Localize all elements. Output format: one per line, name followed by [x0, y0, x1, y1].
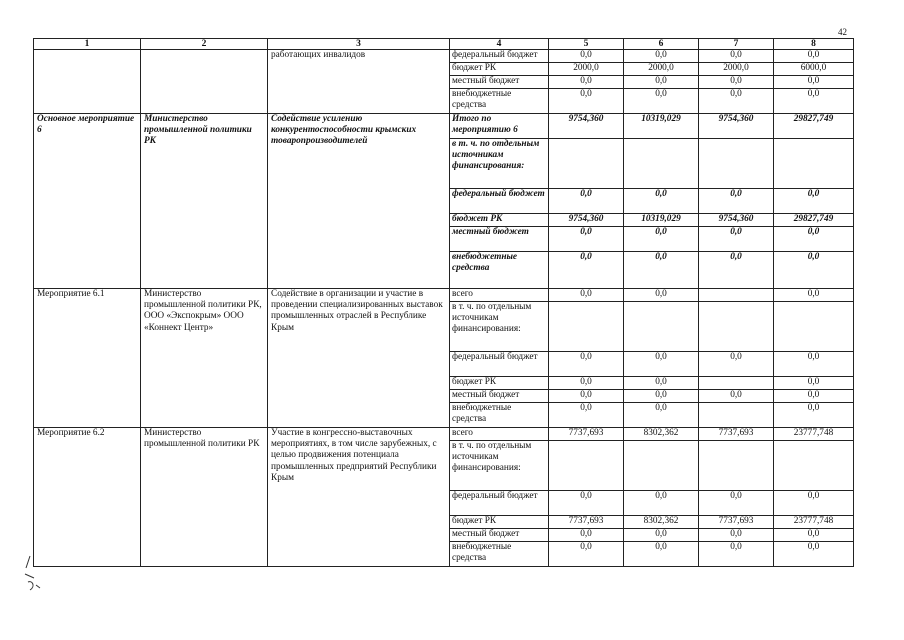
value-cell [624, 302, 699, 352]
value-cell: 0,0 [549, 76, 624, 89]
value-cell: 0,0 [774, 89, 854, 114]
description-cell: Содействие в организации и участие в проведении специализированных выставок промышленных отраслей в Республике Крым [268, 289, 450, 428]
value-cell: 0,0 [774, 390, 854, 403]
pen-scribble [22, 552, 52, 592]
value-cell: 0,0 [774, 542, 854, 567]
value-cell: 0,0 [549, 491, 624, 516]
value-cell [699, 139, 774, 189]
funding-source-cell: местный бюджет [450, 529, 549, 542]
value-cell: 29827,749 [774, 214, 854, 227]
executor-cell: Министерство промышленной политики РК [141, 428, 268, 567]
value-cell: 0,0 [774, 491, 854, 516]
value-cell: 0,0 [774, 289, 854, 302]
value-cell [774, 139, 854, 189]
value-cell: 0,0 [774, 403, 854, 428]
value-cell: 0,0 [624, 289, 699, 302]
event-cell: Мероприятие 6.2 [34, 428, 141, 567]
value-cell: 0,0 [624, 76, 699, 89]
value-cell: 0,0 [774, 377, 854, 390]
value-cell: 0,0 [624, 89, 699, 114]
value-cell [624, 139, 699, 189]
value-cell: 0,0 [549, 542, 624, 567]
funding-source-cell: бюджет РК [450, 214, 549, 227]
funding-source-cell: местный бюджет [450, 227, 549, 252]
value-cell: 0,0 [624, 403, 699, 428]
event-cell [34, 50, 141, 114]
value-cell: 7737,693 [549, 428, 624, 441]
funding-source-cell: федеральный бюджет [450, 352, 549, 377]
value-cell: 0,0 [624, 50, 699, 63]
value-cell: 0,0 [549, 289, 624, 302]
value-cell: 10319,029 [624, 214, 699, 227]
value-cell: 0,0 [699, 189, 774, 214]
value-cell: 0,0 [774, 76, 854, 89]
column-header: 5 [549, 39, 624, 50]
description-cell: Содействие усилению конкурентоспособности крымских товаропроизводителей [268, 114, 450, 289]
executor-cell: Министерство промышленной политики РК, ООО «Экспокрым» ООО «Коннект Центр» [141, 289, 268, 428]
value-cell: 0,0 [699, 491, 774, 516]
value-cell: 0,0 [624, 189, 699, 214]
funding-source-cell: в т. ч. по отдельным источникам финансирования: [450, 139, 549, 189]
value-cell: 9754,360 [699, 214, 774, 227]
value-cell: 7737,693 [699, 428, 774, 441]
funding-source-cell: внебюджетные средства [450, 89, 549, 114]
value-cell [549, 441, 624, 491]
value-cell: 0,0 [549, 50, 624, 63]
value-cell: 0,0 [699, 352, 774, 377]
value-cell: 0,0 [699, 227, 774, 252]
value-cell: 2000,0 [699, 63, 774, 76]
funding-source-cell: бюджет РК [450, 63, 549, 76]
value-cell: 8302,362 [624, 428, 699, 441]
value-cell: 6000,0 [774, 63, 854, 76]
funding-source-cell: внебюджетные средства [450, 252, 549, 289]
column-number-row [34, 39, 854, 50]
value-cell: 0,0 [774, 50, 854, 63]
value-cell: 9754,360 [699, 114, 774, 139]
column-header: 4 [450, 39, 549, 50]
funding-source-cell: внебюджетные средства [450, 542, 549, 567]
value-cell [699, 289, 774, 302]
value-cell: 0,0 [699, 542, 774, 567]
value-cell: 0,0 [549, 529, 624, 542]
value-cell: 7737,693 [699, 516, 774, 529]
description-cell: работающих инвалидов [268, 50, 450, 114]
value-cell: 0,0 [699, 390, 774, 403]
value-cell: 0,0 [549, 189, 624, 214]
page-number: 42 [838, 27, 847, 37]
value-cell [699, 441, 774, 491]
value-cell: 7737,693 [549, 516, 624, 529]
funding-source-cell: местный бюджет [450, 390, 549, 403]
value-cell: 0,0 [624, 252, 699, 289]
value-cell: 0,0 [549, 252, 624, 289]
value-cell: 0,0 [774, 252, 854, 289]
funding-source-cell: внебюджетные средства [450, 403, 549, 428]
executor-cell [141, 50, 268, 114]
value-cell: 8302,362 [624, 516, 699, 529]
funding-source-cell: в т. ч. по отдельным источникам финансирования: [450, 302, 549, 352]
funding-source-cell: местный бюджет [450, 76, 549, 89]
value-cell: 0,0 [624, 352, 699, 377]
table-row [34, 428, 854, 441]
value-cell: 0,0 [549, 352, 624, 377]
value-cell: 0,0 [699, 252, 774, 289]
value-cell: 2000,0 [549, 63, 624, 76]
value-cell: 23777,748 [774, 516, 854, 529]
table-row [34, 289, 854, 302]
value-cell: 2000,0 [624, 63, 699, 76]
value-cell [624, 441, 699, 491]
value-cell: 0,0 [699, 76, 774, 89]
funding-source-cell: всего [450, 289, 549, 302]
value-cell [774, 441, 854, 491]
value-cell [699, 302, 774, 352]
value-cell: 29827,749 [774, 114, 854, 139]
value-cell: 0,0 [699, 89, 774, 114]
column-header: 1 [34, 39, 141, 50]
value-cell: 0,0 [624, 390, 699, 403]
document-sheet [33, 38, 854, 567]
funding-source-cell: федеральный бюджет [450, 189, 549, 214]
funding-source-cell: всего [450, 428, 549, 441]
column-header: 3 [268, 39, 450, 50]
value-cell: 0,0 [699, 529, 774, 542]
value-cell [699, 377, 774, 390]
value-cell: 0,0 [774, 352, 854, 377]
value-cell [699, 403, 774, 428]
value-cell [549, 302, 624, 352]
column-header: 8 [774, 39, 854, 50]
table-row [34, 50, 854, 63]
value-cell [774, 302, 854, 352]
value-cell: 9754,360 [549, 114, 624, 139]
description-cell: Участие в конгрессно-выставочных мероприятиях, в том числе зарубежных, с целью продвижения потенциала промышленных предприятий Республики Крым [268, 428, 450, 567]
funding-source-cell: федеральный бюджет [450, 491, 549, 516]
funding-table [33, 38, 854, 567]
column-header: 2 [141, 39, 268, 50]
value-cell: 0,0 [624, 227, 699, 252]
value-cell: 23777,748 [774, 428, 854, 441]
funding-source-cell: в т. ч. по отдельным источникам финансирования: [450, 441, 549, 491]
column-header: 7 [699, 39, 774, 50]
event-cell: Мероприятие 6.1 [34, 289, 141, 428]
value-cell: 0,0 [774, 189, 854, 214]
table-row [34, 114, 854, 139]
executor-cell: Министерство промышленной политики РК [141, 114, 268, 289]
value-cell: 0,0 [624, 377, 699, 390]
value-cell [549, 139, 624, 189]
value-cell: 0,0 [549, 89, 624, 114]
value-cell: 0,0 [549, 377, 624, 390]
value-cell: 0,0 [774, 227, 854, 252]
value-cell: 0,0 [549, 403, 624, 428]
value-cell: 0,0 [624, 491, 699, 516]
funding-source-cell: федеральный бюджет [450, 50, 549, 63]
value-cell: 0,0 [549, 390, 624, 403]
funding-source-cell: бюджет РК [450, 516, 549, 529]
funding-source-cell: Итого по мероприятию 6 [450, 114, 549, 139]
value-cell: 10319,029 [624, 114, 699, 139]
value-cell: 9754,360 [549, 214, 624, 227]
value-cell: 0,0 [624, 542, 699, 567]
value-cell: 0,0 [774, 529, 854, 542]
value-cell: 0,0 [699, 50, 774, 63]
event-cell: Основное мероприятие 6 [34, 114, 141, 289]
funding-source-cell: бюджет РК [450, 377, 549, 390]
value-cell: 0,0 [549, 227, 624, 252]
value-cell: 0,0 [624, 529, 699, 542]
column-header: 6 [624, 39, 699, 50]
